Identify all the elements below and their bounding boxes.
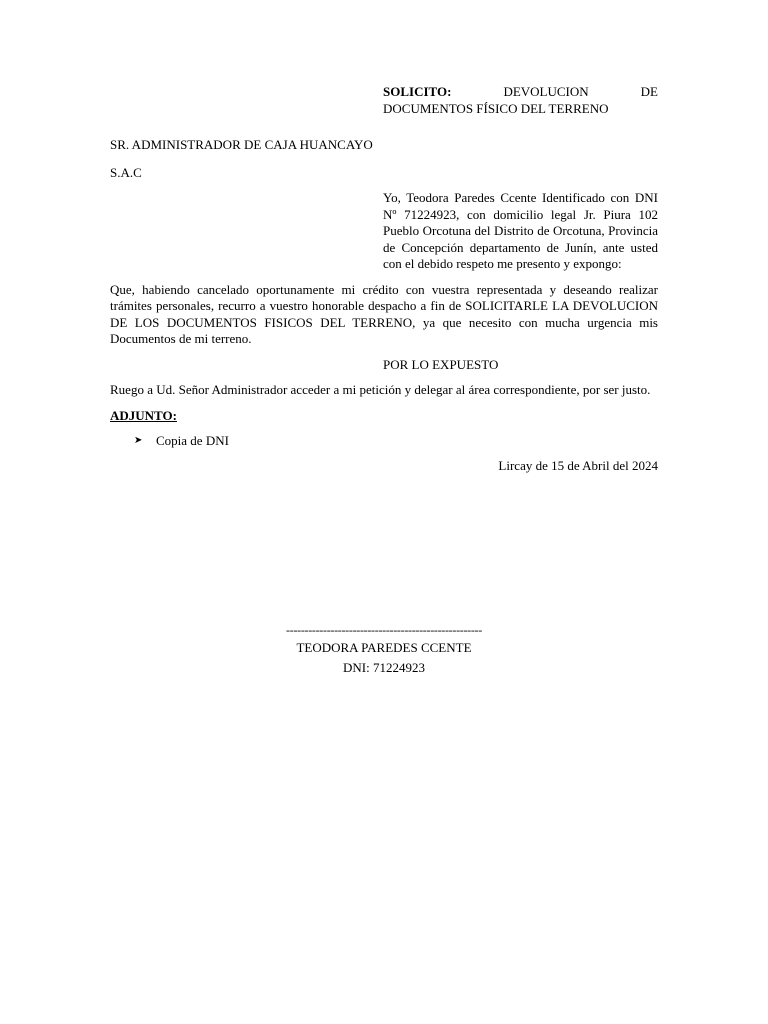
subject-line-1	[383, 84, 658, 101]
body-paragraph: Que, habiendo cancelado oportunamente mi crédito con vuestra representada y deseando realizar trámites personales, recurro a vuestro honorable despacho a fin de SOLICITARLE LA DEVOLUCION DE LOS DOCUMENTOS FISICOS DEL TERRENO, ya que necesito con mucha urgencia mis Documentos de mi terreno.	[110, 281, 658, 346]
intro-paragraph: Yo, Teodora Paredes Ccente Identificado con DNI Nº 71224923, con domicilio legal Jr. Piura 102 Pueblo Orcotuna del Distrito de Orcotuna, Provincia de Concepción departamento de Junín, ante usted con el debido respeto me presento y expongo:	[383, 190, 658, 271]
ruego-paragraph: Ruego a Ud. Señor Administrador acceder a mi petición y delegar al área correspondiente, por ser justo.	[110, 382, 651, 397]
signatory-dni: DNI: 71224923	[343, 659, 425, 675]
addressee-line-1: SR. ADMINISTRADOR DE CAJA HUANCAYO	[110, 137, 373, 152]
por-lo-expuesto-heading: POR LO EXPUESTO	[383, 356, 499, 372]
date-line: Lircay de 15 de Abril del 2024	[498, 457, 658, 473]
adjunto-item-text: Copia de DNI	[156, 433, 229, 448]
signature-line: -----------------------------------------------------	[286, 623, 482, 637]
arrow-bullet-icon: ➤	[134, 435, 143, 446]
subject-block	[383, 84, 658, 117]
adjunto-heading: ADJUNTO:	[110, 407, 177, 423]
subject-label: SOLICITO:	[383, 84, 452, 99]
adjunto-list-item	[110, 433, 658, 450]
letter-page	[110, 84, 658, 474]
signature-block	[0, 622, 768, 676]
subject-text-1: DEVOLUCION DE	[503, 84, 659, 99]
subject-line-2: DOCUMENTOS FÍSICO DEL TERRENO	[383, 100, 609, 116]
signatory-name: TEODORA PAREDES CCENTE	[296, 640, 472, 655]
addressee-line-2: S.A.C	[110, 164, 142, 180]
